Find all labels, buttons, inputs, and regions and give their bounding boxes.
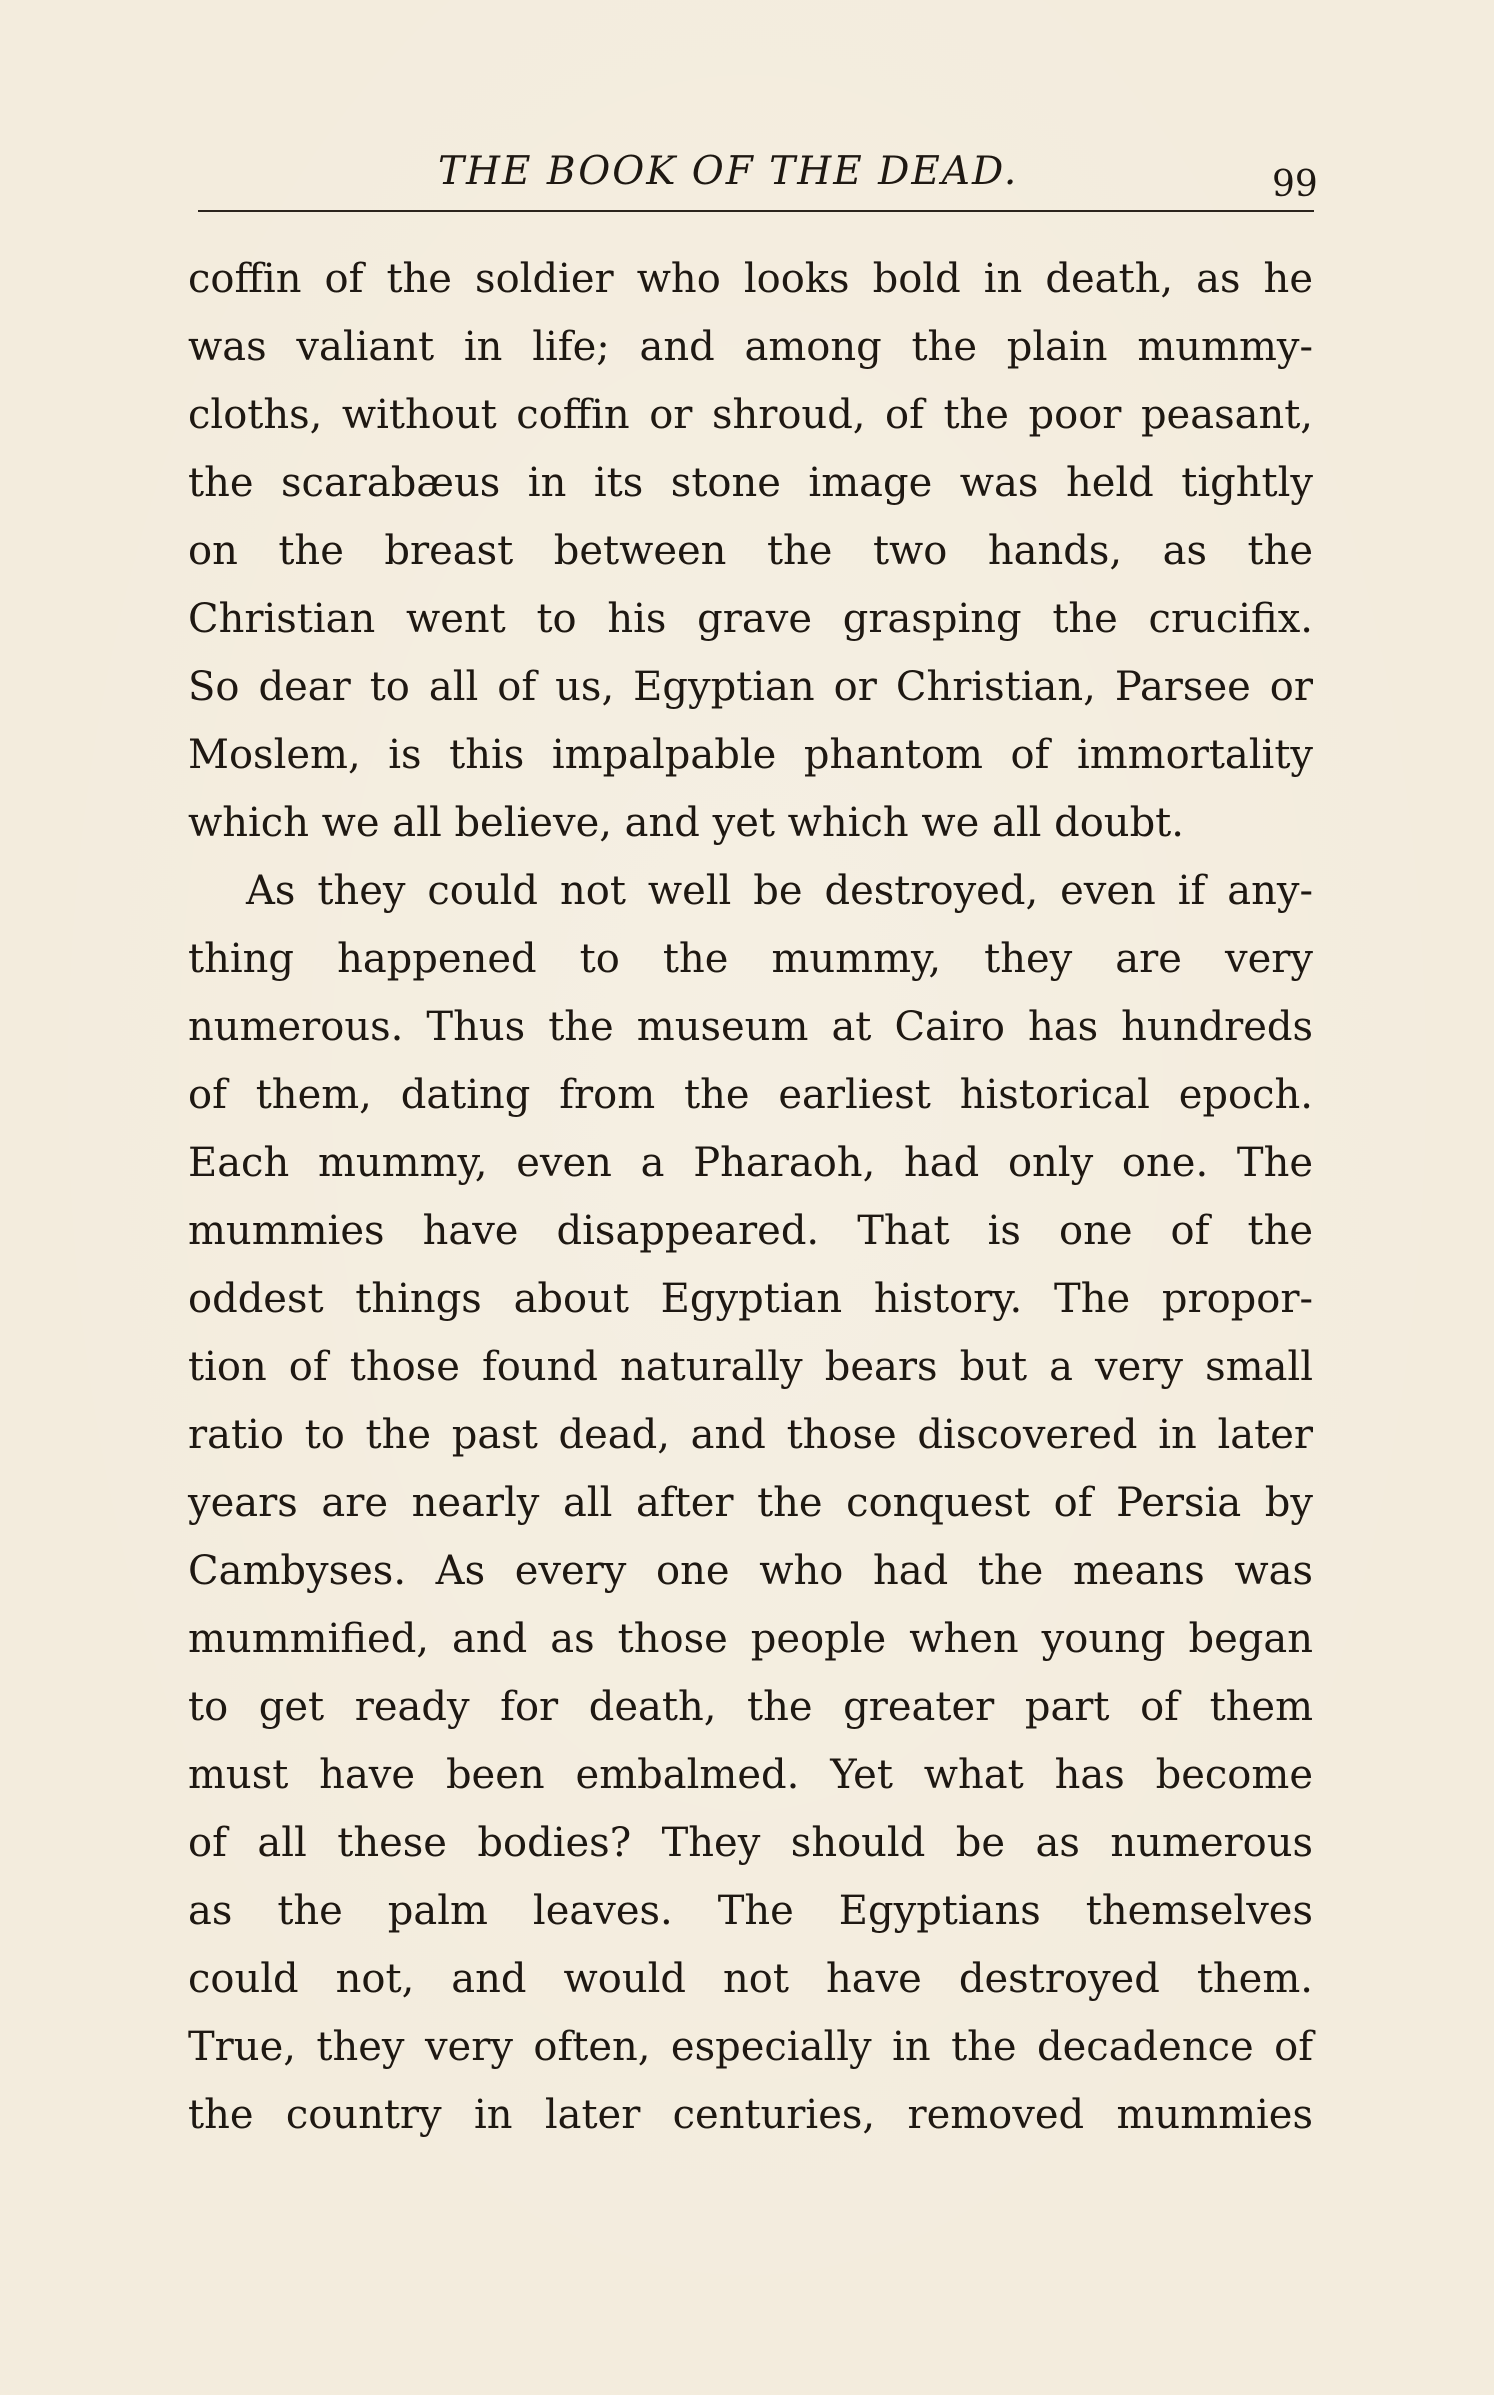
text-line: tion of those found naturally bears but a very small bbox=[188, 1344, 1313, 1390]
text-line: mummies have disappeared. That is one of the bbox=[188, 1208, 1313, 1254]
text-line: Each mummy, even a Pharaoh, had only one. The bbox=[188, 1140, 1313, 1186]
text-line: on the breast between the two hands, as the bbox=[188, 528, 1313, 574]
text-line: Christian went to his grave grasping the crucifix. bbox=[188, 596, 1313, 642]
text-line: mummified, and as those people when young began bbox=[188, 1616, 1313, 1662]
text-line: was valiant in life; and among the plain mummy- bbox=[188, 324, 1313, 370]
text-line: numerous. Thus the museum at Cairo has hundreds bbox=[188, 1004, 1313, 1050]
header-rule bbox=[198, 210, 1314, 212]
text-line: Moslem, is this impalpable phantom of immortality bbox=[188, 732, 1313, 778]
text-line: to get ready for death, the greater part of them bbox=[188, 1684, 1313, 1730]
text-line: as the palm leaves. The Egyptians themselves bbox=[188, 1888, 1313, 1934]
text-line: coffin of the soldier who looks bold in death, as he bbox=[188, 256, 1313, 302]
text-line: must have been embalmed. Yet what has become bbox=[188, 1752, 1313, 1798]
text-line: So dear to all of us, Egyptian or Christian, Parsee or bbox=[188, 664, 1313, 710]
text-line: ratio to the past dead, and those discovered in later bbox=[188, 1412, 1313, 1458]
text-line: could not, and would not have destroyed them. bbox=[188, 1956, 1313, 2002]
page-number: 99 bbox=[1272, 164, 1318, 205]
text-line: cloths, without coffin or shroud, of the poor peasant, bbox=[188, 392, 1313, 438]
text-line: the scarabæus in its stone image was held tightly bbox=[188, 460, 1313, 506]
text-line: thing happened to the mummy, they are very bbox=[188, 936, 1313, 982]
text-line: oddest things about Egyptian history. The propor- bbox=[188, 1276, 1313, 1322]
text-line: the country in later centuries, removed mummies bbox=[188, 2092, 1313, 2138]
text-line: Cambyses. As every one who had the means was bbox=[188, 1548, 1313, 1594]
text-line: True, they very often, especially in the decadence of bbox=[188, 2024, 1313, 2070]
text-line: years are nearly all after the conquest of Persia by bbox=[188, 1480, 1313, 1526]
text-line: of them, dating from the earliest historical epoch. bbox=[188, 1072, 1313, 1118]
text-line: which we all believe, and yet which we all doubt. bbox=[188, 800, 1184, 846]
body-text bbox=[188, 245, 1313, 2149]
text-line: of all these bodies? They should be as numerous bbox=[188, 1820, 1313, 1866]
running-head bbox=[0, 148, 1494, 208]
paragraph-first-line: As they could not well be destroyed, even if any- bbox=[246, 868, 1313, 914]
running-title: THE BOOK OF THE DEAD. bbox=[438, 149, 1019, 194]
